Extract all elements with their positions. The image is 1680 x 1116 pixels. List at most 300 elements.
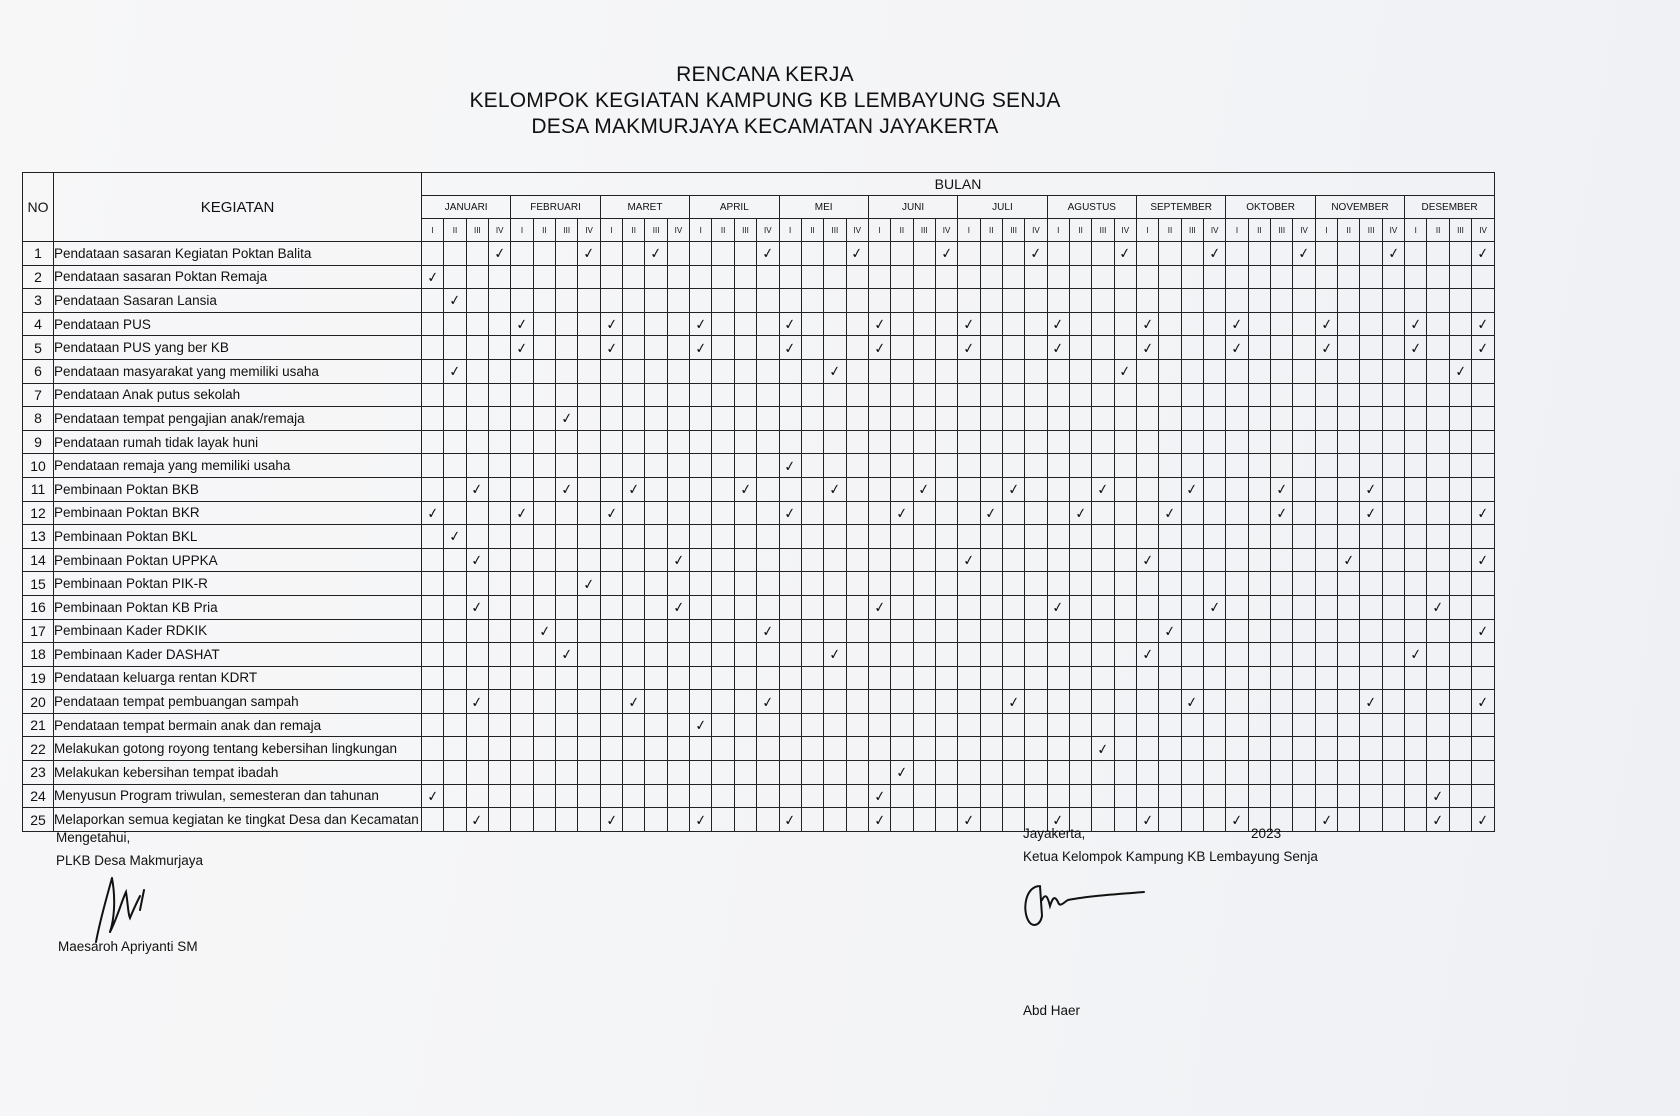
schedule-cell — [1002, 572, 1024, 596]
schedule-cell — [1181, 525, 1203, 549]
schedule-cell — [511, 666, 533, 690]
schedule-cell — [466, 454, 488, 478]
schedule-cell — [645, 761, 667, 785]
schedule-cell — [645, 572, 667, 596]
schedule-cell — [444, 454, 466, 478]
week-header: III — [645, 219, 667, 242]
schedule-cell — [801, 737, 823, 761]
schedule-cell — [1360, 501, 1382, 525]
schedule-cell — [1293, 784, 1315, 808]
schedule-cell — [1360, 289, 1382, 313]
schedule-cell — [1002, 761, 1024, 785]
schedule-cell — [779, 595, 801, 619]
schedule-cell — [980, 336, 1002, 360]
schedule-cell — [1449, 784, 1471, 808]
check-mark-icon: ✓ — [961, 551, 976, 569]
schedule-cell — [1092, 336, 1114, 360]
activity-name: Pembinaan Poktan BKR — [54, 501, 422, 525]
row-number: 9 — [23, 430, 54, 454]
schedule-cell — [779, 619, 801, 643]
schedule-cell — [1271, 737, 1293, 761]
right-signature-image — [1018, 872, 1148, 942]
schedule-cell — [1248, 312, 1270, 336]
schedule-cell — [935, 407, 957, 431]
schedule-cell — [734, 572, 756, 596]
schedule-cell — [1427, 242, 1449, 266]
row-number: 14 — [23, 548, 54, 572]
schedule-cell — [1047, 312, 1069, 336]
check-mark-icon: ✓ — [1364, 692, 1379, 711]
schedule-cell — [846, 525, 868, 549]
row-number: 7 — [23, 383, 54, 407]
schedule-cell — [1159, 713, 1181, 737]
schedule-cell — [1271, 501, 1293, 525]
schedule-cell — [511, 737, 533, 761]
schedule-cell — [466, 643, 488, 667]
schedule-cell — [533, 430, 555, 454]
row-number: 11 — [23, 477, 54, 501]
schedule-cell — [1002, 336, 1024, 360]
schedule-cell — [1338, 666, 1360, 690]
schedule-cell — [1449, 242, 1471, 266]
schedule-cell — [533, 761, 555, 785]
schedule-cell — [1338, 808, 1360, 832]
check-mark-icon: ✓ — [1051, 315, 1066, 333]
schedule-cell — [1047, 477, 1069, 501]
schedule-cell — [623, 312, 645, 336]
schedule-cell — [690, 525, 712, 549]
schedule-cell — [712, 690, 734, 714]
schedule-cell — [1382, 312, 1404, 336]
week-header: IV — [1382, 219, 1404, 242]
schedule-cell — [757, 312, 779, 336]
check-mark-icon: ✓ — [582, 244, 596, 263]
schedule-cell — [1069, 477, 1091, 501]
schedule-cell — [958, 265, 980, 289]
schedule-cell — [891, 454, 913, 478]
schedule-cell — [1315, 619, 1337, 643]
schedule-cell — [712, 643, 734, 667]
schedule-cell — [846, 312, 868, 336]
check-mark-icon: ✓ — [872, 810, 887, 829]
schedule-cell — [422, 548, 444, 572]
schedule-cell — [868, 477, 890, 501]
check-mark-icon: ✓ — [1051, 598, 1066, 616]
schedule-cell — [533, 242, 555, 266]
schedule-cell — [980, 525, 1002, 549]
schedule-cell — [1248, 737, 1270, 761]
schedule-cell — [958, 289, 980, 313]
schedule-cell — [824, 242, 846, 266]
schedule-cell — [1226, 336, 1248, 360]
month-header: MARET — [600, 196, 689, 219]
schedule-cell — [1449, 265, 1471, 289]
schedule-cell — [1114, 312, 1136, 336]
schedule-cell — [1137, 737, 1159, 761]
schedule-cell — [1114, 359, 1136, 383]
check-mark-icon: ✓ — [961, 315, 976, 333]
schedule-cell — [578, 242, 600, 266]
schedule-cell — [1427, 737, 1449, 761]
schedule-cell — [712, 808, 734, 832]
schedule-cell — [1338, 737, 1360, 761]
schedule-cell — [1204, 477, 1226, 501]
schedule-cell — [1382, 713, 1404, 737]
check-mark-icon: ✓ — [738, 480, 753, 498]
schedule-cell — [623, 265, 645, 289]
schedule-cell — [980, 761, 1002, 785]
schedule-cell — [1181, 619, 1203, 643]
schedule-cell — [1338, 383, 1360, 407]
schedule-cell — [1204, 312, 1226, 336]
check-mark-icon: ✓ — [760, 244, 775, 263]
schedule-cell — [600, 595, 622, 619]
schedule-cell — [600, 808, 622, 832]
check-mark-icon: ✓ — [470, 810, 485, 829]
schedule-cell — [913, 312, 935, 336]
schedule-cell — [913, 336, 935, 360]
schedule-cell — [958, 359, 980, 383]
activity-name: Pendataan PUS — [54, 312, 422, 336]
schedule-cell — [645, 430, 667, 454]
schedule-cell — [444, 666, 466, 690]
schedule-cell — [511, 572, 533, 596]
schedule-cell — [1405, 548, 1427, 572]
schedule-cell — [466, 690, 488, 714]
check-mark-icon: ✓ — [470, 480, 485, 498]
schedule-cell — [511, 808, 533, 832]
schedule-cell — [667, 525, 689, 549]
schedule-cell — [1271, 454, 1293, 478]
schedule-cell — [600, 383, 622, 407]
schedule-cell — [1002, 713, 1024, 737]
schedule-cell — [1293, 407, 1315, 431]
schedule-cell — [1382, 690, 1404, 714]
schedule-cell — [1092, 548, 1114, 572]
schedule-cell — [1025, 643, 1047, 667]
schedule-cell — [779, 242, 801, 266]
schedule-cell — [1360, 761, 1382, 785]
check-mark-icon: ✓ — [1386, 244, 1401, 263]
schedule-cell — [980, 808, 1002, 832]
schedule-cell — [1293, 430, 1315, 454]
schedule-cell — [1382, 643, 1404, 667]
schedule-cell — [489, 242, 511, 266]
schedule-cell — [980, 407, 1002, 431]
check-mark-icon: ✓ — [604, 338, 619, 357]
check-mark-icon: ✓ — [827, 362, 842, 381]
schedule-cell — [690, 572, 712, 596]
schedule-cell — [1137, 242, 1159, 266]
schedule-cell — [757, 242, 779, 266]
schedule-cell — [757, 737, 779, 761]
schedule-cell — [1271, 265, 1293, 289]
check-mark-icon: ✓ — [693, 810, 708, 829]
schedule-cell — [645, 407, 667, 431]
schedule-cell — [824, 407, 846, 431]
activity-name: Pendataan sasaran Kegiatan Poktan Balita — [54, 242, 422, 266]
schedule-cell — [958, 430, 980, 454]
schedule-cell — [1025, 548, 1047, 572]
schedule-cell — [511, 265, 533, 289]
schedule-cell — [935, 265, 957, 289]
schedule-cell — [1069, 312, 1091, 336]
month-header: FEBRUARI — [511, 196, 600, 219]
schedule-cell — [1472, 454, 1495, 478]
schedule-cell — [1025, 713, 1047, 737]
schedule-cell — [489, 643, 511, 667]
schedule-cell — [935, 430, 957, 454]
schedule-cell — [913, 690, 935, 714]
schedule-cell — [1047, 548, 1069, 572]
schedule-cell — [1449, 548, 1471, 572]
schedule-cell — [1159, 312, 1181, 336]
schedule-cell — [1271, 666, 1293, 690]
schedule-cell — [690, 713, 712, 737]
schedule-cell — [824, 666, 846, 690]
week-header: I — [1226, 219, 1248, 242]
schedule-cell — [1271, 643, 1293, 667]
schedule-cell — [1360, 312, 1382, 336]
schedule-cell — [1069, 666, 1091, 690]
schedule-cell — [1315, 737, 1337, 761]
week-header: IV — [489, 219, 511, 242]
check-mark-icon: ✓ — [1118, 244, 1133, 263]
schedule-cell — [779, 666, 801, 690]
schedule-cell — [690, 784, 712, 808]
schedule-cell — [1472, 737, 1495, 761]
check-mark-icon: ✓ — [492, 244, 507, 263]
schedule-cell — [422, 312, 444, 336]
schedule-cell — [1226, 525, 1248, 549]
schedule-cell — [1360, 383, 1382, 407]
schedule-cell — [1114, 713, 1136, 737]
schedule-cell — [578, 690, 600, 714]
schedule-cell — [1293, 666, 1315, 690]
check-mark-icon: ✓ — [515, 504, 529, 522]
schedule-cell — [1047, 643, 1069, 667]
schedule-cell — [1137, 690, 1159, 714]
activity-name: Pendataan sasaran Poktan Remaja — [54, 265, 422, 289]
schedule-cell — [824, 548, 846, 572]
row-number: 13 — [23, 525, 54, 549]
schedule-cell — [712, 784, 734, 808]
schedule-cell — [757, 430, 779, 454]
schedule-cell — [600, 761, 622, 785]
schedule-cell — [712, 265, 734, 289]
schedule-cell — [1069, 430, 1091, 454]
schedule-cell — [1271, 312, 1293, 336]
check-mark-icon: ✓ — [671, 598, 686, 616]
schedule-cell — [1137, 525, 1159, 549]
schedule-cell — [556, 430, 578, 454]
schedule-cell — [1025, 430, 1047, 454]
schedule-cell — [533, 713, 555, 737]
schedule-cell — [578, 454, 600, 478]
schedule-cell — [1472, 713, 1495, 737]
schedule-cell — [846, 454, 868, 478]
check-mark-icon: ✓ — [1230, 810, 1244, 829]
schedule-cell — [846, 430, 868, 454]
schedule-cell — [1338, 595, 1360, 619]
week-header: IV — [846, 219, 868, 242]
week-header: I — [1137, 219, 1159, 242]
schedule-cell — [1338, 525, 1360, 549]
schedule-cell — [868, 619, 890, 643]
schedule-cell — [1137, 761, 1159, 785]
check-mark-icon: ✓ — [1029, 244, 1043, 263]
schedule-cell — [734, 690, 756, 714]
schedule-cell — [533, 454, 555, 478]
schedule-cell — [1271, 242, 1293, 266]
schedule-cell — [1002, 525, 1024, 549]
schedule-cell — [1226, 690, 1248, 714]
schedule-cell — [1315, 312, 1337, 336]
schedule-cell — [913, 808, 935, 832]
schedule-cell — [1002, 383, 1024, 407]
schedule-cell — [1449, 312, 1471, 336]
check-mark-icon: ✓ — [783, 456, 798, 475]
schedule-cell — [578, 407, 600, 431]
week-header: II — [1427, 219, 1449, 242]
schedule-cell — [1092, 737, 1114, 761]
schedule-cell — [600, 407, 622, 431]
schedule-cell — [1427, 336, 1449, 360]
schedule-cell — [1405, 643, 1427, 667]
schedule-cell — [533, 289, 555, 313]
schedule-cell — [1248, 454, 1270, 478]
schedule-cell — [757, 501, 779, 525]
schedule-cell — [1002, 407, 1024, 431]
schedule-cell — [511, 359, 533, 383]
schedule-cell — [712, 242, 734, 266]
schedule-cell — [935, 761, 957, 785]
schedule-cell — [623, 548, 645, 572]
table-row — [23, 713, 1495, 737]
schedule-cell — [623, 737, 645, 761]
schedule-cell — [511, 525, 533, 549]
schedule-cell — [1449, 619, 1471, 643]
schedule-cell — [1472, 383, 1495, 407]
schedule-cell — [1181, 336, 1203, 360]
schedule-cell — [1338, 619, 1360, 643]
week-header: II — [1248, 219, 1270, 242]
schedule-cell — [1002, 430, 1024, 454]
schedule-cell — [1204, 525, 1226, 549]
schedule-cell — [801, 572, 823, 596]
schedule-cell — [1204, 383, 1226, 407]
schedule-cell — [757, 572, 779, 596]
activity-name: Menyusun Program triwulan, semesteran dan tahunan — [54, 784, 422, 808]
left-signer-role: PLKB Desa Makmurjaya — [56, 853, 204, 868]
check-mark-icon: ✓ — [1006, 692, 1021, 711]
schedule-cell — [958, 784, 980, 808]
schedule-cell — [1159, 666, 1181, 690]
schedule-cell — [600, 477, 622, 501]
check-mark-icon: ✓ — [1006, 480, 1021, 498]
schedule-cell — [1427, 666, 1449, 690]
schedule-cell — [623, 525, 645, 549]
schedule-cell — [1472, 525, 1495, 549]
schedule-cell — [734, 525, 756, 549]
schedule-cell — [422, 595, 444, 619]
schedule-cell — [1025, 477, 1047, 501]
schedule-cell — [712, 454, 734, 478]
schedule-cell — [444, 713, 466, 737]
schedule-cell — [1025, 572, 1047, 596]
schedule-cell — [690, 383, 712, 407]
schedule-cell — [466, 336, 488, 360]
schedule-cell — [578, 501, 600, 525]
schedule-cell — [489, 713, 511, 737]
schedule-cell — [645, 383, 667, 407]
schedule-cell — [1159, 619, 1181, 643]
schedule-cell — [824, 784, 846, 808]
schedule-cell — [1047, 666, 1069, 690]
check-mark-icon: ✓ — [1207, 598, 1222, 616]
schedule-cell — [511, 430, 533, 454]
schedule-cell — [980, 595, 1002, 619]
schedule-cell — [1315, 242, 1337, 266]
schedule-cell — [645, 737, 667, 761]
schedule-cell — [1181, 430, 1203, 454]
schedule-cell — [824, 289, 846, 313]
schedule-cell — [779, 336, 801, 360]
schedule-cell — [556, 713, 578, 737]
schedule-cell — [868, 430, 890, 454]
week-header: I — [600, 219, 622, 242]
week-header: III — [1181, 219, 1203, 242]
schedule-cell — [1069, 595, 1091, 619]
schedule-cell — [1137, 265, 1159, 289]
check-mark-icon: ✓ — [1140, 645, 1155, 664]
schedule-cell — [600, 430, 622, 454]
schedule-cell — [935, 572, 957, 596]
schedule-cell — [533, 619, 555, 643]
schedule-cell — [868, 808, 890, 832]
schedule-cell — [1338, 477, 1360, 501]
schedule-cell — [1427, 477, 1449, 501]
schedule-cell — [422, 336, 444, 360]
schedule-cell — [1047, 619, 1069, 643]
schedule-cell — [1025, 690, 1047, 714]
schedule-cell — [489, 784, 511, 808]
schedule-cell — [1092, 265, 1114, 289]
schedule-cell — [913, 289, 935, 313]
schedule-cell — [1382, 359, 1404, 383]
week-header: II — [623, 219, 645, 242]
schedule-cell — [422, 407, 444, 431]
week-header: II — [891, 219, 913, 242]
schedule-cell — [846, 808, 868, 832]
schedule-cell — [980, 265, 1002, 289]
schedule-cell — [1271, 289, 1293, 313]
schedule-cell — [1338, 242, 1360, 266]
schedule-cell — [600, 548, 622, 572]
schedule-cell — [1248, 383, 1270, 407]
schedule-cell — [846, 643, 868, 667]
schedule-cell — [1427, 312, 1449, 336]
schedule-cell — [623, 619, 645, 643]
right-signature-block — [1023, 822, 1318, 868]
schedule-cell — [533, 477, 555, 501]
schedule-cell — [1382, 619, 1404, 643]
schedule-cell — [801, 407, 823, 431]
schedule-cell — [913, 454, 935, 478]
schedule-cell — [1137, 359, 1159, 383]
schedule-cell — [1271, 359, 1293, 383]
schedule-cell — [913, 501, 935, 525]
